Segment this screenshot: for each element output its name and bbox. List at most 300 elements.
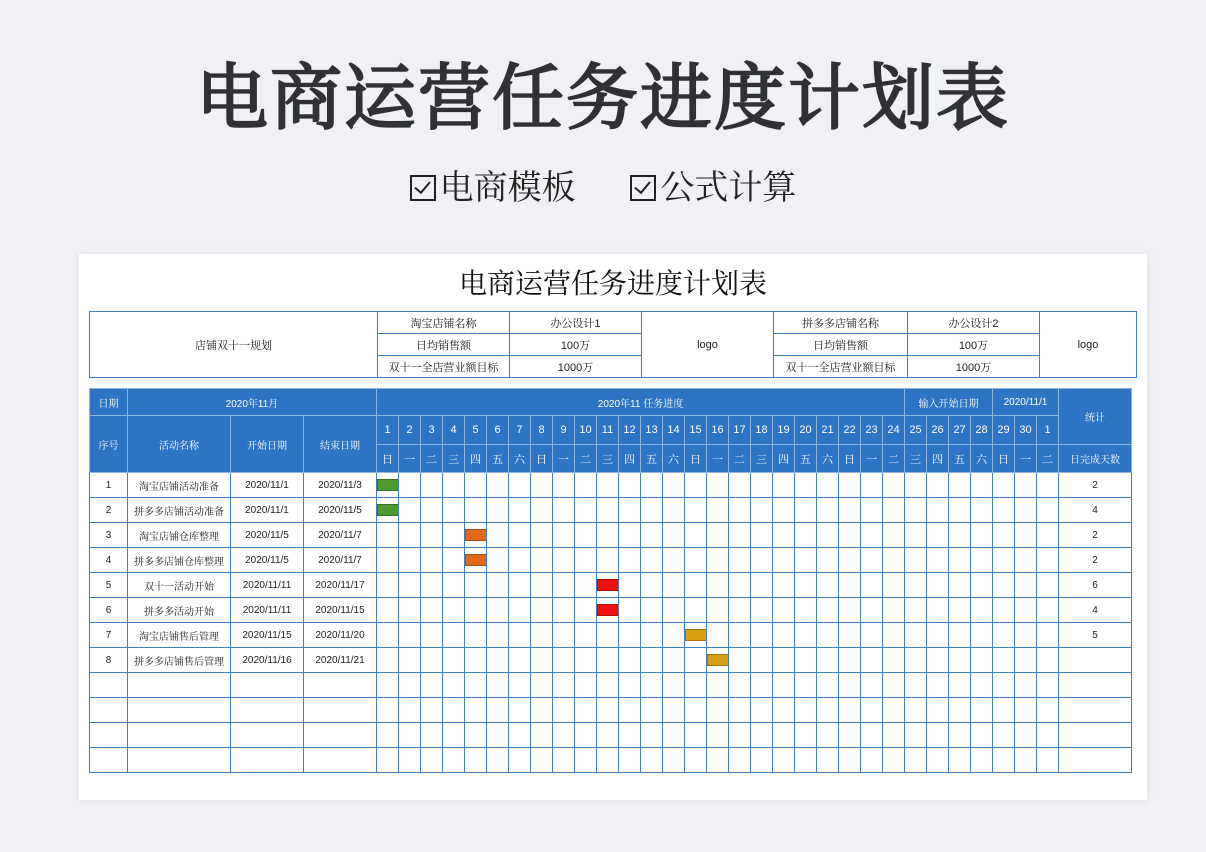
- empty-cell[interactable]: [619, 723, 641, 748]
- empty-cell[interactable]: [751, 748, 773, 773]
- empty-cell[interactable]: [1015, 698, 1037, 723]
- gantt-cell: [597, 498, 619, 523]
- empty-cell[interactable]: [443, 723, 465, 748]
- progress-header: 2020年11 任务进度: [377, 389, 905, 416]
- empty-cell[interactable]: [231, 723, 304, 748]
- gantt-cell: [729, 548, 751, 573]
- day-number: 5: [465, 416, 487, 445]
- empty-cell[interactable]: [465, 748, 487, 773]
- empty-cell[interactable]: [128, 673, 231, 698]
- gantt-cell: [575, 623, 597, 648]
- empty-cell[interactable]: [729, 698, 751, 723]
- empty-cell[interactable]: [641, 748, 663, 773]
- hero-title: 电商运营任务进度计划表: [195, 56, 1010, 140]
- empty-cell[interactable]: [641, 673, 663, 698]
- task-end[interactable]: 2020/11/15: [304, 598, 377, 623]
- empty-cell[interactable]: [128, 748, 231, 773]
- gantt-cell: [443, 548, 465, 573]
- gantt-cell: [509, 573, 531, 598]
- store1-target[interactable]: 1000万: [510, 356, 642, 378]
- gantt-cell: [597, 473, 619, 498]
- empty-cell[interactable]: [1059, 723, 1132, 748]
- empty-cell[interactable]: [927, 698, 949, 723]
- empty-cell[interactable]: [839, 698, 861, 723]
- gantt-cell: [993, 648, 1015, 673]
- empty-cell[interactable]: [465, 723, 487, 748]
- empty-cell[interactable]: [443, 673, 465, 698]
- empty-cell[interactable]: [487, 698, 509, 723]
- empty-cell[interactable]: [971, 748, 993, 773]
- empty-cell[interactable]: [795, 748, 817, 773]
- empty-cell[interactable]: [795, 723, 817, 748]
- gantt-cell: [663, 623, 685, 648]
- stats-header: 统计: [1059, 389, 1132, 445]
- empty-cell[interactable]: [509, 673, 531, 698]
- empty-cell[interactable]: [90, 673, 128, 698]
- empty-cell[interactable]: [839, 673, 861, 698]
- empty-cell[interactable]: [817, 748, 839, 773]
- task-name[interactable]: 拼多多活动开始: [128, 598, 231, 623]
- task-end[interactable]: 2020/11/20: [304, 623, 377, 648]
- empty-cell[interactable]: [663, 723, 685, 748]
- task-end[interactable]: 2020/11/7: [304, 523, 377, 548]
- empty-cell[interactable]: [971, 723, 993, 748]
- empty-cell[interactable]: [304, 698, 377, 723]
- weekday: 二: [575, 445, 597, 473]
- empty-cell[interactable]: [663, 748, 685, 773]
- gantt-cell: [421, 598, 443, 623]
- empty-cell[interactable]: [531, 698, 553, 723]
- gantt-cell: [773, 498, 795, 523]
- empty-cell[interactable]: [575, 723, 597, 748]
- empty-cell[interactable]: [304, 748, 377, 773]
- gantt-cell: [861, 498, 883, 523]
- empty-cell[interactable]: [993, 673, 1015, 698]
- gantt-cell: [729, 623, 751, 648]
- gantt-cell: [729, 498, 751, 523]
- empty-cell[interactable]: [487, 723, 509, 748]
- gantt-cell: [949, 623, 971, 648]
- day-number: 14: [663, 416, 685, 445]
- empty-cell[interactable]: [597, 698, 619, 723]
- empty-cell[interactable]: [421, 748, 443, 773]
- task-bar: [465, 529, 487, 541]
- empty-cell[interactable]: [487, 748, 509, 773]
- gantt-cell: [905, 648, 927, 673]
- empty-cell[interactable]: [1015, 748, 1037, 773]
- empty-cell[interactable]: [795, 673, 817, 698]
- empty-cell[interactable]: [575, 673, 597, 698]
- empty-cell[interactable]: [1059, 698, 1132, 723]
- gantt-cell: [443, 498, 465, 523]
- empty-cell[interactable]: [927, 673, 949, 698]
- table-row: [90, 573, 1132, 598]
- empty-cell[interactable]: [751, 723, 773, 748]
- store1-name[interactable]: 办公设计1: [510, 312, 642, 334]
- empty-cell[interactable]: [795, 698, 817, 723]
- empty-cell[interactable]: [231, 698, 304, 723]
- gantt-cell: [597, 598, 619, 623]
- gantt-cell: [465, 648, 487, 673]
- task-start[interactable]: 2020/11/11: [231, 598, 304, 623]
- empty-cell[interactable]: [1059, 673, 1132, 698]
- gantt-cell: [949, 648, 971, 673]
- store2-sales[interactable]: 100万: [908, 334, 1040, 356]
- gantt-cell: [531, 648, 553, 673]
- empty-cell[interactable]: [707, 748, 729, 773]
- empty-cell[interactable]: [971, 673, 993, 698]
- task-name[interactable]: 淘宝店铺活动准备: [128, 473, 231, 498]
- table-row: [90, 598, 1132, 623]
- empty-cell[interactable]: [509, 723, 531, 748]
- empty-cell[interactable]: [531, 748, 553, 773]
- task-end[interactable]: 2020/11/5: [304, 498, 377, 523]
- weekday: 三: [905, 445, 927, 473]
- gantt-cell: [817, 598, 839, 623]
- gantt-cell: [619, 523, 641, 548]
- empty-cell[interactable]: [685, 748, 707, 773]
- empty-cell[interactable]: [883, 673, 905, 698]
- gantt-cell: [795, 548, 817, 573]
- empty-cell[interactable]: [839, 723, 861, 748]
- gantt-cell: [509, 598, 531, 623]
- empty-cell[interactable]: [949, 723, 971, 748]
- store-info-table: [89, 311, 1137, 378]
- tag-formula: [630, 160, 796, 209]
- empty-cell[interactable]: [597, 673, 619, 698]
- empty-cell[interactable]: [1037, 673, 1059, 698]
- task-start[interactable]: 2020/11/11: [231, 573, 304, 598]
- gantt-cell: [509, 648, 531, 673]
- start-input-value[interactable]: 2020/11/1: [993, 389, 1059, 416]
- gantt-cell: [1015, 473, 1037, 498]
- gantt-cell: [949, 523, 971, 548]
- gantt-cell: [839, 523, 861, 548]
- empty-cell[interactable]: [861, 673, 883, 698]
- task-seq: 7: [90, 623, 128, 648]
- empty-cell[interactable]: [597, 723, 619, 748]
- task-start[interactable]: 2020/11/16: [231, 648, 304, 673]
- empty-cell[interactable]: [553, 673, 575, 698]
- gantt-cell: [729, 573, 751, 598]
- empty-cell[interactable]: [619, 698, 641, 723]
- empty-cell[interactable]: [509, 698, 531, 723]
- gantt-cell: [685, 573, 707, 598]
- gantt-cell: [707, 523, 729, 548]
- gantt-cell: [641, 498, 663, 523]
- gantt-cell: [619, 573, 641, 598]
- empty-cell[interactable]: [1037, 748, 1059, 773]
- empty-cell[interactable]: [883, 748, 905, 773]
- gantt-cell: [883, 598, 905, 623]
- gantt-cell: [927, 573, 949, 598]
- store1-sales[interactable]: 100万: [510, 334, 642, 356]
- empty-cell[interactable]: [707, 673, 729, 698]
- empty-cell[interactable]: [443, 748, 465, 773]
- gantt-cell: [641, 648, 663, 673]
- gantt-cell: [575, 648, 597, 673]
- gantt-cell: [685, 623, 707, 648]
- store2-target[interactable]: 1000万: [908, 356, 1040, 378]
- empty-cell[interactable]: [399, 748, 421, 773]
- weekday: 四: [927, 445, 949, 473]
- day-number: 3: [421, 416, 443, 445]
- empty-cell[interactable]: [619, 673, 641, 698]
- gantt-cell: [553, 648, 575, 673]
- empty-cell[interactable]: [707, 698, 729, 723]
- gantt-cell: [421, 548, 443, 573]
- store2-name[interactable]: 办公设计2: [908, 312, 1040, 334]
- store2-target-label: 双十一全店营业额目标: [774, 356, 908, 378]
- empty-cell[interactable]: [729, 723, 751, 748]
- empty-cell[interactable]: [399, 673, 421, 698]
- empty-cell[interactable]: [817, 698, 839, 723]
- empty-cell[interactable]: [377, 698, 399, 723]
- gantt-cell: [509, 548, 531, 573]
- empty-cell[interactable]: [641, 723, 663, 748]
- task-name[interactable]: 拼多多店铺售后管理: [128, 648, 231, 673]
- empty-cell[interactable]: [597, 748, 619, 773]
- empty-cell[interactable]: [509, 748, 531, 773]
- gantt-cell: [509, 473, 531, 498]
- empty-cell[interactable]: [421, 723, 443, 748]
- empty-cell[interactable]: [993, 723, 1015, 748]
- empty-cell[interactable]: [663, 698, 685, 723]
- gantt-cell: [795, 523, 817, 548]
- weekday: 日: [993, 445, 1015, 473]
- empty-cell[interactable]: [399, 723, 421, 748]
- gantt-cell: [619, 473, 641, 498]
- empty-cell[interactable]: [1037, 698, 1059, 723]
- gantt-cell: [531, 473, 553, 498]
- empty-cell[interactable]: [839, 748, 861, 773]
- empty-cell[interactable]: [553, 723, 575, 748]
- task-start[interactable]: 2020/11/5: [231, 523, 304, 548]
- empty-cell[interactable]: [773, 698, 795, 723]
- empty-cell[interactable]: [377, 748, 399, 773]
- empty-cell[interactable]: [553, 748, 575, 773]
- empty-cell[interactable]: [90, 698, 128, 723]
- task-start[interactable]: 2020/11/1: [231, 473, 304, 498]
- checkbox-icon: [630, 175, 656, 201]
- task-start[interactable]: 2020/11/15: [231, 623, 304, 648]
- day-number: 26: [927, 416, 949, 445]
- empty-cell[interactable]: [685, 698, 707, 723]
- task-end[interactable]: 2020/11/21: [304, 648, 377, 673]
- empty-cell[interactable]: [817, 673, 839, 698]
- gantt-cell: [377, 523, 399, 548]
- empty-cell[interactable]: [949, 698, 971, 723]
- gantt-cell: [751, 648, 773, 673]
- task-end[interactable]: 2020/11/3: [304, 473, 377, 498]
- empty-row: [90, 673, 1132, 698]
- empty-cell[interactable]: [619, 748, 641, 773]
- task-days: 4: [1059, 598, 1132, 623]
- gantt-cell: [443, 598, 465, 623]
- gantt-cell: [531, 623, 553, 648]
- task-bar: [685, 629, 707, 641]
- gantt-cell: [729, 473, 751, 498]
- empty-cell[interactable]: [575, 698, 597, 723]
- empty-cell[interactable]: [927, 748, 949, 773]
- gantt-cell: [927, 523, 949, 548]
- gantt-cell: [487, 623, 509, 648]
- empty-cell[interactable]: [90, 723, 128, 748]
- task-start[interactable]: 2020/11/1: [231, 498, 304, 523]
- task-name[interactable]: 拼多多店铺活动准备: [128, 498, 231, 523]
- table-row: [90, 648, 1132, 673]
- gantt-cell: [421, 573, 443, 598]
- empty-cell[interactable]: [883, 698, 905, 723]
- sheet-title: 电商运营任务进度计划表: [458, 267, 767, 300]
- empty-cell[interactable]: [861, 748, 883, 773]
- weekday: 五: [487, 445, 509, 473]
- empty-cell[interactable]: [641, 698, 663, 723]
- empty-cell[interactable]: [465, 698, 487, 723]
- gantt-cell: [927, 548, 949, 573]
- gantt-cell: [905, 473, 927, 498]
- gantt-cell: [399, 473, 421, 498]
- gantt-cell: [817, 648, 839, 673]
- empty-cell[interactable]: [575, 748, 597, 773]
- empty-cell[interactable]: [905, 673, 927, 698]
- gantt-cell: [817, 523, 839, 548]
- gantt-cell: [531, 573, 553, 598]
- gantt-cell: [553, 623, 575, 648]
- empty-cell[interactable]: [773, 673, 795, 698]
- empty-cell[interactable]: [553, 698, 575, 723]
- gantt-cell: [1037, 573, 1059, 598]
- empty-cell[interactable]: [729, 673, 751, 698]
- empty-cell[interactable]: [377, 673, 399, 698]
- gantt-cell: [377, 473, 399, 498]
- empty-cell[interactable]: [487, 673, 509, 698]
- gantt-cell: [553, 548, 575, 573]
- empty-cell[interactable]: [377, 723, 399, 748]
- gantt-cell: [707, 598, 729, 623]
- task-name[interactable]: 淘宝店铺售后管理: [128, 623, 231, 648]
- empty-cell[interactable]: [751, 698, 773, 723]
- empty-cell[interactable]: [443, 698, 465, 723]
- empty-cell[interactable]: [231, 748, 304, 773]
- empty-cell[interactable]: [231, 673, 304, 698]
- weekday: 六: [663, 445, 685, 473]
- gantt-cell: [553, 498, 575, 523]
- task-end[interactable]: 2020/11/17: [304, 573, 377, 598]
- empty-cell[interactable]: [817, 723, 839, 748]
- gantt-cell: [905, 623, 927, 648]
- empty-cell[interactable]: [751, 673, 773, 698]
- gantt-cell: [619, 498, 641, 523]
- empty-cell[interactable]: [531, 723, 553, 748]
- empty-cell[interactable]: [465, 673, 487, 698]
- empty-cell[interactable]: [304, 673, 377, 698]
- task-end[interactable]: 2020/11/7: [304, 548, 377, 573]
- empty-cell[interactable]: [663, 673, 685, 698]
- gantt-cell: [509, 623, 531, 648]
- gantt-cell: [949, 598, 971, 623]
- empty-cell[interactable]: [971, 698, 993, 723]
- gantt-cell: [465, 548, 487, 573]
- empty-cell[interactable]: [685, 723, 707, 748]
- empty-cell[interactable]: [927, 723, 949, 748]
- empty-cell[interactable]: [421, 698, 443, 723]
- gantt-cell: [641, 473, 663, 498]
- empty-cell[interactable]: [1015, 723, 1037, 748]
- empty-cell[interactable]: [861, 723, 883, 748]
- gantt-cell: [949, 548, 971, 573]
- plan-name: 店铺双十一规划: [90, 312, 378, 378]
- empty-cell[interactable]: [399, 698, 421, 723]
- day-number: 25: [905, 416, 927, 445]
- gantt-cell: [509, 523, 531, 548]
- empty-cell[interactable]: [993, 748, 1015, 773]
- empty-cell[interactable]: [707, 723, 729, 748]
- gantt-cell: [861, 598, 883, 623]
- gantt-cell: [773, 573, 795, 598]
- empty-cell[interactable]: [1059, 748, 1132, 773]
- empty-cell[interactable]: [949, 748, 971, 773]
- month-header: 2020年11月: [128, 389, 377, 416]
- empty-cell[interactable]: [949, 673, 971, 698]
- empty-cell[interactable]: [128, 723, 231, 748]
- gantt-cell: [817, 623, 839, 648]
- empty-cell[interactable]: [1015, 673, 1037, 698]
- empty-cell[interactable]: [883, 723, 905, 748]
- empty-cell[interactable]: [905, 698, 927, 723]
- gantt-cell: [421, 473, 443, 498]
- gantt-cell: [1015, 523, 1037, 548]
- gantt-cell: [993, 523, 1015, 548]
- gantt-cell: [839, 473, 861, 498]
- gantt-cell: [971, 548, 993, 573]
- gantt-cell: [817, 473, 839, 498]
- weekday: 四: [773, 445, 795, 473]
- gantt-cell: [729, 523, 751, 548]
- task-name[interactable]: 拼多多店铺仓库整理: [128, 548, 231, 573]
- empty-cell[interactable]: [685, 673, 707, 698]
- empty-cell[interactable]: [128, 698, 231, 723]
- weekday: 二: [883, 445, 905, 473]
- gantt-cell: [685, 523, 707, 548]
- gantt-cell: [971, 573, 993, 598]
- empty-cell[interactable]: [773, 723, 795, 748]
- gantt-cell: [905, 523, 927, 548]
- empty-cell[interactable]: [861, 698, 883, 723]
- table-row: [90, 473, 1132, 498]
- gantt-cell: [971, 623, 993, 648]
- empty-cell[interactable]: [773, 748, 795, 773]
- day-number: 2: [399, 416, 421, 445]
- empty-cell[interactable]: [993, 698, 1015, 723]
- task-name[interactable]: 淘宝店铺仓库整理: [128, 523, 231, 548]
- empty-cell[interactable]: [729, 748, 751, 773]
- empty-cell[interactable]: [1037, 723, 1059, 748]
- task-name[interactable]: 双十一活动开始: [128, 573, 231, 598]
- empty-cell[interactable]: [90, 748, 128, 773]
- empty-cell[interactable]: [531, 673, 553, 698]
- empty-cell[interactable]: [304, 723, 377, 748]
- task-start[interactable]: 2020/11/5: [231, 548, 304, 573]
- weekday: 三: [443, 445, 465, 473]
- empty-cell[interactable]: [905, 748, 927, 773]
- empty-cell[interactable]: [905, 723, 927, 748]
- weekday: 五: [641, 445, 663, 473]
- gantt-cell: [839, 548, 861, 573]
- task-days: 6: [1059, 573, 1132, 598]
- empty-cell[interactable]: [421, 673, 443, 698]
- gantt-cell: [421, 648, 443, 673]
